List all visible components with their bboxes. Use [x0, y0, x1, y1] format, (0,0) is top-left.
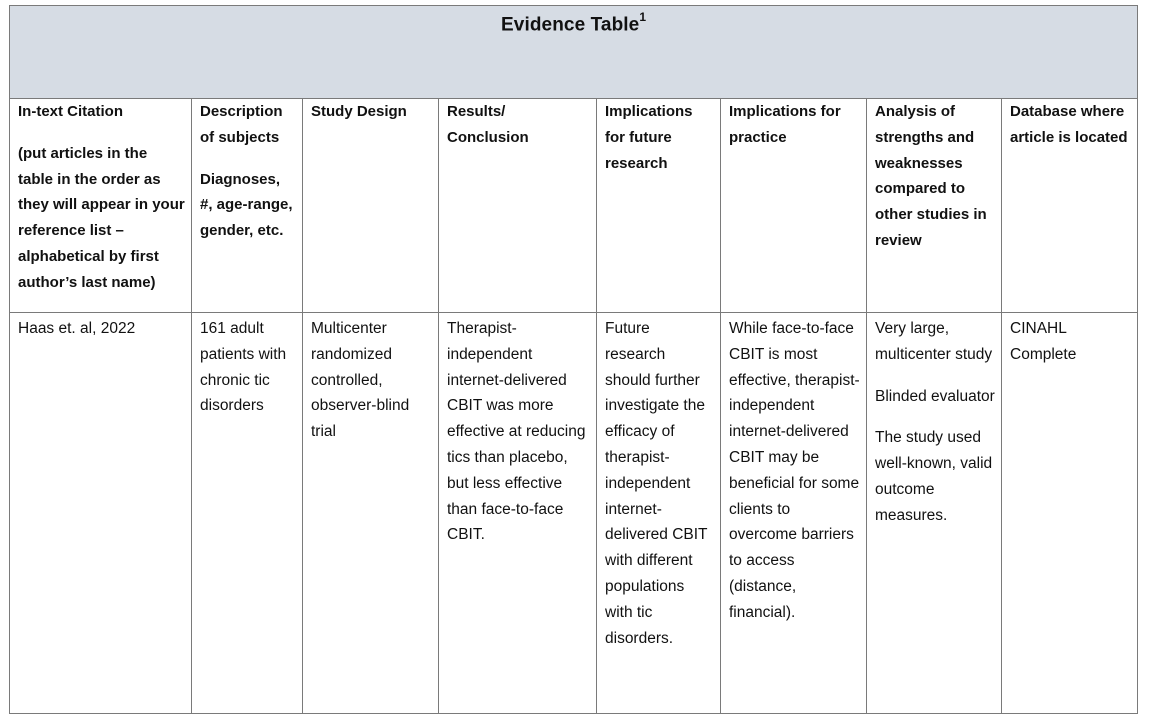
header-design: [303, 99, 439, 313]
analysis-point: Very large, multicenter study: [875, 320, 993, 363]
analysis-point: Blinded evaluator: [875, 387, 995, 405]
header-future-research-label: Implications for future research: [605, 103, 693, 172]
cell-database: CINAHL Complete: [1002, 313, 1138, 714]
cell-subjects: 161 adult patients with chronic tic disorders: [192, 313, 303, 714]
header-analysis-label: Analysis of strengths and weaknesses compared to other studies in review: [875, 103, 987, 249]
header-database-label: Database where article is located: [1010, 103, 1128, 146]
table-title: Evidence Table$^1$: [501, 10, 647, 36]
cell-citation: Haas et. al, 2022: [10, 313, 192, 714]
header-practice: [721, 99, 867, 313]
table-row: [10, 313, 1138, 714]
cell-analysis: [867, 313, 1002, 714]
table-title-banner: [10, 6, 1138, 99]
header-analysis: [867, 99, 1002, 313]
cell-results: Therapist-independent internet-delivered CBIT was more effective at reducing tics than placebo, but less effective than face-to-face CBIT.: [439, 313, 597, 714]
header-citation: [10, 99, 192, 313]
header-citation-note: (put articles in the table in the order as they will appear in your reference list – alphabetical by first author’s last name): [18, 144, 185, 291]
header-database: [1002, 99, 1138, 313]
analysis-point: The study used well-known, valid outcome measures.: [875, 429, 993, 524]
header-design-label: Study Design: [311, 103, 407, 120]
header-future-research: [597, 99, 721, 313]
title-footnote-marker: 1: [639, 10, 647, 24]
cell-design: Multicenter randomized controlled, observer-blind trial: [303, 313, 439, 714]
header-practice-label: Implications for practice: [729, 103, 841, 146]
header-subjects: [192, 99, 303, 313]
header-results: [439, 99, 597, 313]
evidence-table: [9, 5, 1138, 714]
header-subjects-note: Diagnoses, #, age-range, gender, etc.: [200, 170, 293, 240]
header-citation-label: In-text Citation: [18, 103, 123, 120]
header-subjects-label: Description of subjects: [200, 103, 283, 146]
header-results-label: Results/ Conclusion: [447, 103, 529, 146]
cell-future-research: Future research should further investigate the efficacy of therapist-independent internet-delivered CBIT with different populations with tic disorders.: [597, 313, 721, 714]
cell-practice: While face-to-face CBIT is most effective, therapist-independent internet-delivered CBIT may be beneficial for some clients to overcome barriers to access (distance, financial).: [721, 313, 867, 714]
